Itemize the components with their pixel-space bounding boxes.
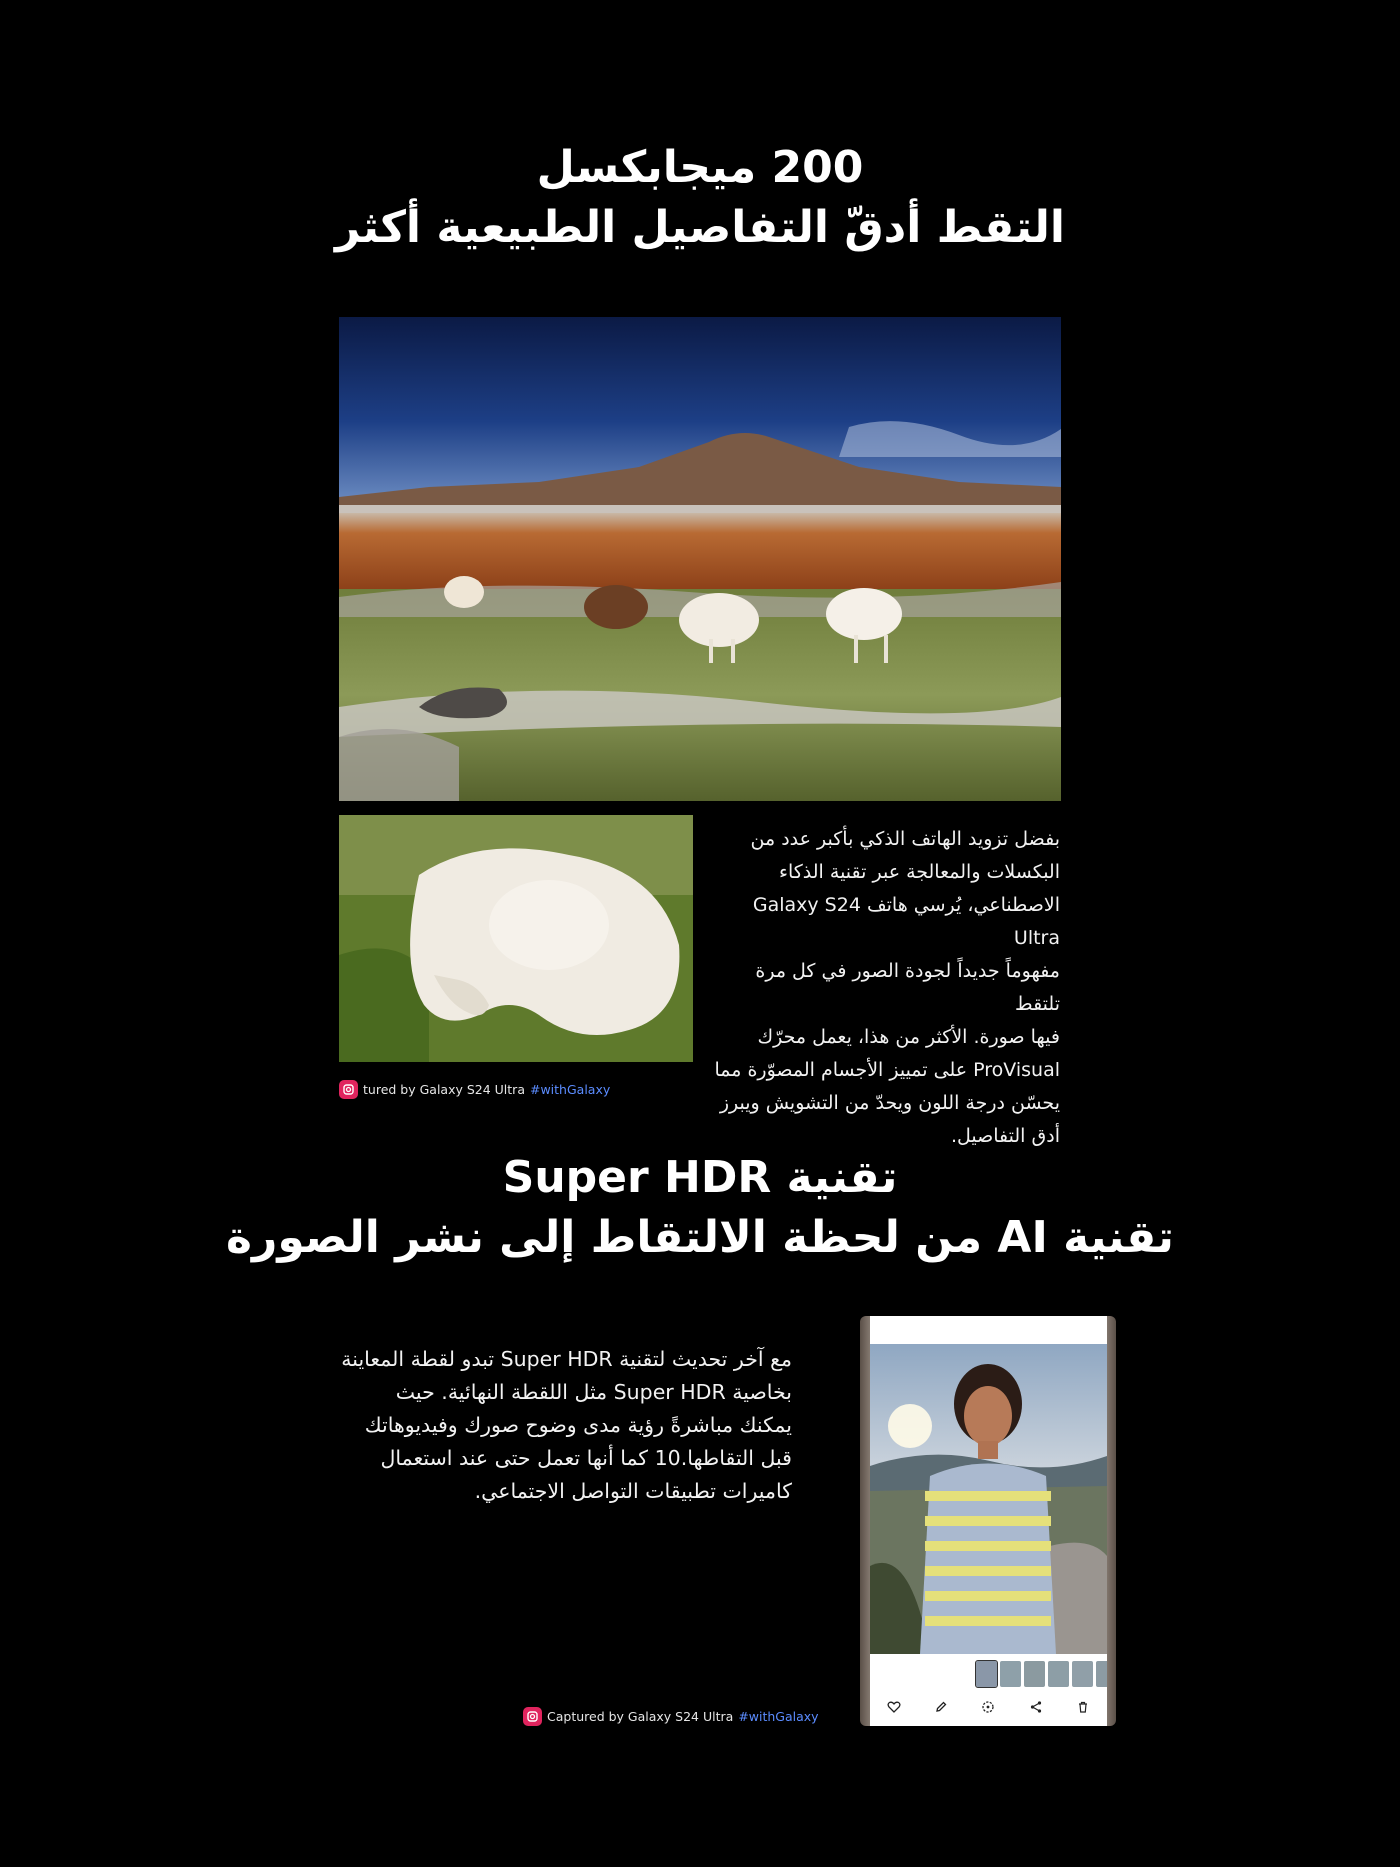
caption-text: tured by Galaxy S24 Ultra [363,1082,525,1097]
section2-line: يمكنك مباشرةً رؤية مدى وضوح صورك وفيديوهاتك [364,1413,792,1437]
enhance-icon[interactable] [977,1696,999,1718]
gallery-thumbnail[interactable] [1048,1661,1069,1687]
section1-line: بفضل تزويد الهاتف الذكي بأكبر عدد من [750,828,1060,850]
section2-caption [523,1707,819,1726]
gallery-thumbnail[interactable] [976,1661,997,1687]
section1-caption [339,1080,610,1099]
section1-line: فيها صورة. الأكثر من هذا، يعمل محرّك [757,1026,1060,1048]
section1-description [712,823,1060,1153]
gallery-thumbnail[interactable] [1096,1661,1107,1687]
section1-line: أدق التفاصيل. [950,1125,1060,1147]
gallery-thumbnail[interactable] [1072,1661,1093,1687]
section2-description [330,1343,792,1508]
instagram-icon [339,1080,358,1099]
section1-title-line1: 200 ميجابكسل [536,142,864,193]
phone-gallery-screen [870,1316,1107,1726]
section2-title-line1: تقنية Super HDR [502,1152,898,1203]
caption-hashtag-link[interactable]: #withGalaxy [529,1082,611,1097]
landscape-alpaca-photo [339,317,1061,801]
section1-title-line2: التقط أدقّ التفاصيل الطبيعية أكثر [335,202,1065,253]
section2-line: بخاصية Super HDR مثل اللقطة النهائية. حيث [395,1380,792,1404]
gallery-thumbnail[interactable] [1024,1661,1045,1687]
instagram-icon [523,1707,542,1726]
caption-hashtag-link[interactable]: #withGalaxy [738,1709,819,1724]
trash-icon[interactable] [1072,1696,1094,1718]
section1-line: الاصطناعي، يُرسي هاتف Galaxy S24 Ultra [752,894,1060,949]
section1-line: مفهوماً جديداً لجودة الصور في كل مرة تلتقط [755,960,1060,1015]
section1-line: البكسلات والمعالجة عبر تقنية الذكاء [779,861,1060,883]
caption-text: Captured by Galaxy S24 Ultra [547,1709,734,1724]
share-icon[interactable] [1025,1696,1047,1718]
gallery-action-bar [870,1696,1107,1718]
section1-heading [0,138,1400,258]
heart-icon[interactable] [883,1696,905,1718]
section1-line: يحسّن درجة اللون ويحدّ من التشويش ويبرز [719,1092,1060,1114]
section2-line: مع آخر تحديث لتقنية Super HDR تبدو لقطة المعاينة [341,1347,792,1371]
edit-icon[interactable] [930,1696,952,1718]
section2-title-line2: تقنية AI من لحظة الالتقاط إلى نشر الصورة [226,1212,1174,1263]
section2-line: قبل التقاطها.10 كما أنها تعمل حتى عند استعمال [380,1446,792,1470]
gallery-thumbnail[interactable] [1000,1661,1021,1687]
section2-line: كاميرات تطبيقات التواصل الاجتماعي. [474,1479,792,1503]
section1-line: ProVisual على تمييز الأجسام المصوّرة مما [714,1059,1060,1081]
gallery-thumbnail-strip[interactable] [976,1661,1107,1687]
section2-heading [0,1148,1400,1268]
alpaca-closeup-photo [339,815,693,1062]
